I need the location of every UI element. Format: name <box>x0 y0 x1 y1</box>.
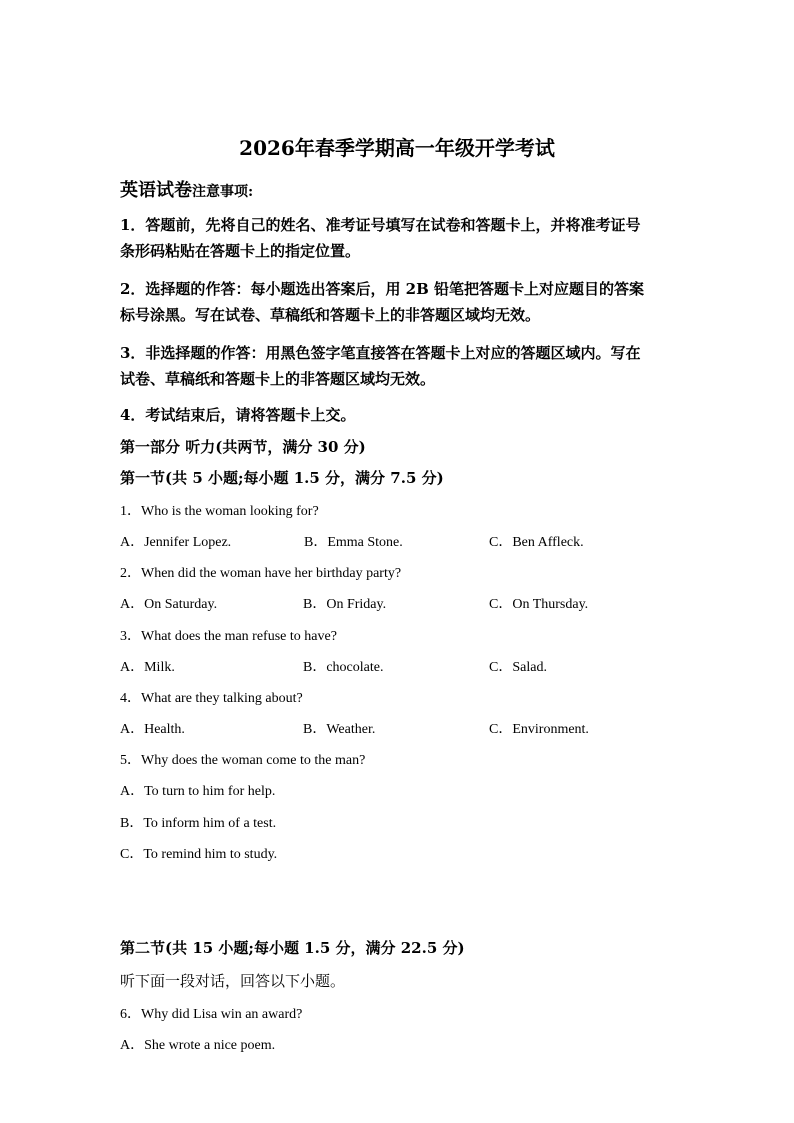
q1-option-c: C．Ben Affleck. <box>489 535 584 550</box>
notice-1-line-1: 1．答题前，先将自己的姓名、准考证号填写在试卷和答题卡上，并将准考证号 <box>120 216 641 234</box>
notice-1-line-2: 条形码粘贴在答题卡上的指定位置。 <box>120 242 361 260</box>
q3-option-c: C．Salad. <box>489 660 547 675</box>
q1-option-b: B．Emma Stone. <box>304 535 403 550</box>
question-6: 6．Why did Lisa win an award? <box>120 1007 303 1022</box>
q4-option-a: A．Health. <box>120 722 185 737</box>
q2-option-c: C．On Thursday. <box>489 597 589 612</box>
section-2-heading: 第二节(共 15 小题;每小题 1.5 分，满分 22.5 分) <box>120 939 465 957</box>
notice-label: 注意事项: <box>192 184 254 200</box>
part-1-heading: 第一部分 听力(共两节，满分 30 分) <box>120 438 366 456</box>
q1-option-a: A．Jennifer Lopez. <box>120 535 232 550</box>
q4-option-c: C．Environment. <box>489 722 589 737</box>
subject-heading <box>120 176 253 202</box>
question-2: 2．When did the woman have her birthday party? <box>120 566 402 581</box>
question-1: 1．Who is the woman looking for? <box>120 504 319 519</box>
q3-option-b: B．chocolate. <box>303 660 384 675</box>
q5-option-c: C．To remind him to study. <box>120 847 278 862</box>
q5-option-a: A．To turn to him for help. <box>120 784 276 799</box>
notice-3-line-1: 3．非选择题的作答：用黑色签字笔直接答在答题卡上对应的答题区域内。写在 <box>120 344 641 362</box>
question-4: 4．What are they talking about? <box>120 691 303 706</box>
section-1-heading: 第一节(共 5 小题;每小题 1.5 分，满分 7.5 分) <box>120 469 444 487</box>
notice-2-line-2: 标号涂黑。写在试卷、草稿纸和答题卡上的非答题区域均无效。 <box>120 306 541 324</box>
q3-option-a: A．Milk. <box>120 660 175 675</box>
q4-option-b: B．Weather. <box>303 722 376 737</box>
notice-2-line-1: 2．选择题的作答：每小题选出答案后，用 2B 铅笔把答题卡上对应题目的答案 <box>120 280 644 298</box>
exam-title: 2026年春季学期高一年级开学考试 <box>239 136 555 160</box>
question-3: 3．What does the man refuse to have? <box>120 629 337 644</box>
question-5: 5．Why does the woman come to the man? <box>120 753 366 768</box>
subject-label: 英语试卷 <box>120 180 192 201</box>
q2-option-a: A．On Saturday. <box>120 597 218 612</box>
notice-3-line-2: 试卷、草稿纸和答题卡上的非答题区域均无效。 <box>120 370 436 388</box>
listening-instruction: 听下面一段对话，回答以下小题。 <box>120 972 346 990</box>
q2-option-b: B．On Friday. <box>303 597 387 612</box>
q5-option-b: B．To inform him of a test. <box>120 816 277 831</box>
notice-4: 4．考试结束后，请将答题卡上交。 <box>120 406 356 424</box>
q6-option-a: A．She wrote a nice poem. <box>120 1038 276 1053</box>
